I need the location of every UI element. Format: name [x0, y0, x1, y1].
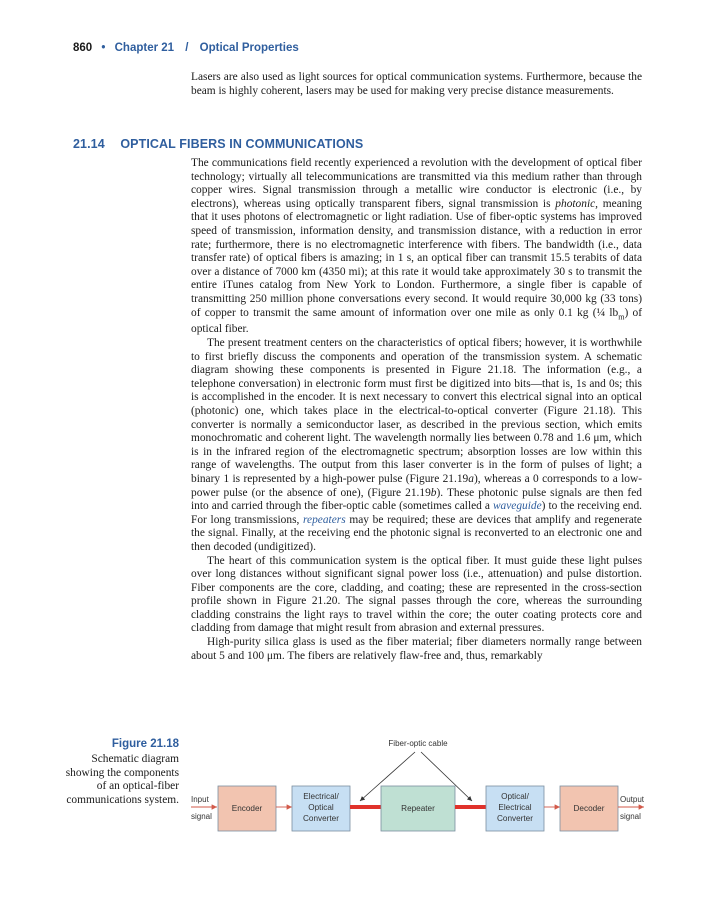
output-label-line2: signal: [620, 812, 641, 821]
oe-label-line1: Optical/: [501, 792, 529, 801]
oe-label-line3: Converter: [497, 814, 533, 823]
running-head-bullet: •: [101, 42, 106, 54]
output-label-line1: Output: [620, 795, 645, 804]
decoder-label: Decoder: [573, 804, 605, 813]
eo-label-line3: Converter: [303, 814, 339, 823]
encoder-label: Encoder: [231, 804, 263, 813]
eo-label-line2: Optical: [308, 803, 334, 812]
page-number: 860: [73, 42, 93, 54]
term-repeaters: repeaters: [303, 513, 346, 526]
intro-block: [191, 71, 642, 98]
section-body: [191, 157, 642, 663]
chapter-label: Chapter 21: [114, 42, 175, 54]
section-number: 21.14: [73, 137, 105, 151]
paragraph-2: The present treatment centers on the characteristics of optical fibers; however, it is worthwhile to first briefly discuss the components and operation of the transmission system. A schematic diagram showing these components is presented in Figure 21.18. The information (e.g., a telephone conversation) in electronic form must first be digitized into bits—that is, 1s and 0s; this is accomplished in the encoder. It is next necessary to convert this electrical signal into an optical (photonic) one, which takes place in the electrical-to-optical converter (Figure 21.18). This converter is normally a semiconductor laser, as described in the previous section, which emits monochromatic and coherent light. The wavelength normally lies between 0.78 and 1.6 μm, which is in the infrared region of the electromagnetic spectrum; absorption losses are low within this range of wavelengths. The output from this laser converter is in the form of pulses of light; a binary 1 is represented by a high-power pulse (Figure 21.19a), whereas a 0 corresponds to a low-power pulse (or the absence of one), (Figure 21.19b). These photonic pulse signals are then fed into and carried through the fiber-optic cable (sometimes called a waveguide) to the receiving end. For long transmissions, repeaters may be required; these are devices that amplify and regenerate the signal. Finally, at the receiving end the photonic signal is reconverted to an electronic one and then decoded (undigitized).: [191, 337, 642, 553]
intro-paragraph: Lasers are also used as light sources for optical communication systems. Furthermore, because the beam is highly coherent, lasers may be used for making very precise distance measurements.: [191, 71, 642, 97]
figure-label: Figure 21.18: [111, 738, 179, 750]
eo-label-line1: Electrical/: [303, 792, 339, 801]
running-head-slash: /: [185, 42, 189, 54]
cable-segment-2: [455, 805, 486, 809]
paragraph-3: The heart of this communication system is the optical fiber. It must guide these light pulses over long distances without significant signal power loss (i.e., attenuation) and pulse distortion. Fiber components are the core, cladding, and coating; these are represented in the cross-section profile shown in Figure 21.20. The signal passes through the core, whereas the surrounding cladding constrains the light rays to travel within the core; the outer coating protects core and cladding from damage that might result from abrasion and external pressures.: [191, 554, 642, 635]
figure-caption-text: Schematic diagram showing the components of an optical-fiber communications system.: [65, 752, 179, 807]
paragraph-1: The communications field recently experienced a revolution with the development of optical fiber technology; virtually all telecommunications are transmitted via this medium rather than through copper wires. Signal transmission through a metallic wire conductor is electronic (i.e., by electrons), whereas using optically transparent fibers, signal transmission is photonic, meaning that it uses photons of electromagnetic or light radiation. Use of fiber-optic systems has improved speed of transmission, information density, and transmission distance, with a reduction in error rate; furthermore, there is no electromagnetic interference with fibers. The bandwidth (i.e., data transfer rate) of optical fibers is amazing; in 1 s, an optical fiber can transmit 15.5 terabits of data over a distance of 7000 km (4350 mi); at this rate it would take approximately 30 s to transmit the entire iTunes catalog from New York to London. Furthermore, a single fiber is capable of transmitting 250 million phone conversations every second. It would require 30,000 kg (33 tons) of copper to transmit the same amount of information over one mile as only 0.1 kg (¼ $lb_m$) of optical fiber.: [191, 157, 643, 336]
cable-label: Fiber-optic cable: [388, 739, 448, 748]
figure-caption: [60, 738, 179, 808]
section-heading: [73, 137, 363, 151]
oe-label-line2: Electrical: [498, 803, 532, 812]
section-title: OPTICAL FIBERS IN COMMUNICATIONS: [120, 137, 364, 151]
chapter-title: Optical Properties: [199, 42, 299, 54]
fiber-system-diagram: [188, 735, 648, 835]
input-label-line2: signal: [191, 812, 212, 821]
paragraph-4: High-purity silica glass is used as the fiber material; fiber diameters normally range between about 5 and 100 μm. The fibers are relatively flaw-free and, thus, remarkably: [191, 636, 642, 662]
term-waveguide: waveguide: [492, 500, 542, 513]
running-head: [73, 42, 299, 54]
repeater-label: Repeater: [401, 804, 435, 813]
input-label-line1: Input: [191, 795, 209, 804]
cable-segment-1: [350, 805, 381, 809]
diagram-svg: [188, 735, 648, 835]
